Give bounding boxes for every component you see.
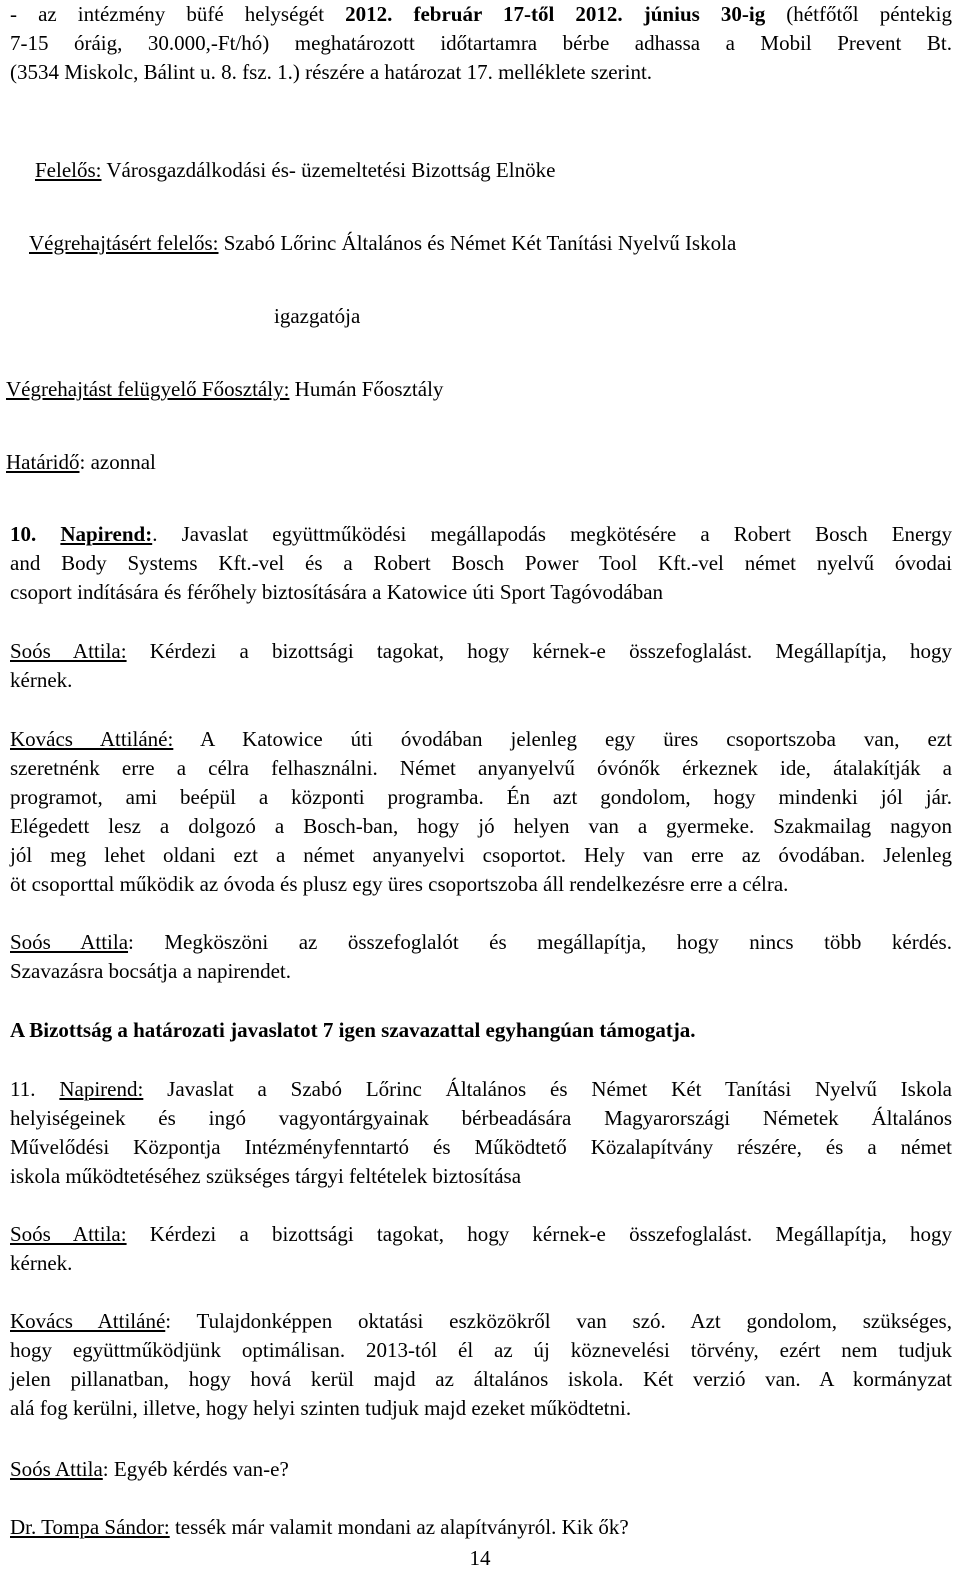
agenda-item-11-title: 11. Napirend: Javaslat a Szabó Lőrinc Általános és Német Két Tanítási Nyelvű Iskola helyiségeinek és ingó vagyontárgyainak bérbeadására Magyarországi Németek Általános Művelődési Központja Intézményfenntartó és Működtető Közalapítvány részére, és a német iskola működtetéséhez szükséges tárgyi feltételek biztosítása [10,1077,953,1188]
executor-line [29,229,736,258]
item10-speaker-soos-2: Soós Attila: Megköszöni az összefoglalót és megállapítja, hogy nincs több kérdés. Szavazásra bocsátja a napirendet. [10,930,952,983]
item11-speaker-kovacs: Kovács Attiláné: Tulajdonképpen oktatási eszközökről van szó. Azt gondolom, szükséges, hogy együttműködjünk optimálisan. 2013-tól él az új köznevelési törvény, ezért nem tudjuk jelen pillanatban, hogy hová kerül majd az általános iskola. Két verzió van. A kormányzat alá fog kerülni, illetve, hogy helyi szinten tudjuk majd ezeket működtetni. [10,1309,952,1420]
deadline-text: : azonnal [79,450,156,474]
committee-decision: A Bizottság a határozati javaslatot 7 igen szavazattal egyhangúan támogatja. [10,1018,696,1042]
resolution-line-1: - az intézmény büfé helységét 2012. február 17-től 2012. június 30-ig (hétfőtől péntekig [10,2,953,26]
deadline-label: Határidő [6,450,80,474]
item11-speaker-soos-1: Soós Attila: Kérdezi a bizottsági tagokat, hogy kérnek-e összefoglalást. Megállapítja, hogy kérnek. [10,1222,952,1275]
executor-label: Végrehajtásért felelős: [29,231,219,255]
resolution-continuation [10,0,952,87]
agenda-label-10: Napirend: [60,522,153,546]
speaker-name: Soós Attila: [10,1222,127,1246]
supervisor-text: Humán Főosztály [289,377,444,401]
speaker-name: Kovács Attiláné [10,1309,166,1333]
agenda-number-10: 10. [10,522,37,546]
responsible-text: Városgazdálkodási és- üzemeltetési Bizottság Elnöke [101,158,556,182]
item10-speaker-soos-1: Soós Attila: Kérdezi a bizottsági tagokat, hogy kérnek-e összefoglalást. Megállapítja, hogy kérnek. [10,639,952,692]
agenda-item-10-title: 10. Napirend:. Javaslat együttműködési megállapodás megkötésére a Robert Bosch Energy and Body Systems Kft.-vel és a Robert Bosch Power Tool Kft.-vel német nyelvű óvodai csoport indítására és férőhely biztosítására a Katowice úti Sport Tagóvodában [10,522,952,604]
supervisor-label: Végrehajtást felügyelő Főosztály: [6,377,290,401]
agenda-number-11: 11. [10,1077,36,1101]
resolution-line-2: 7-15 óráig, 30.000,-Ft/hó) meghatározott időtartamra bérbe adhassa a Mobil Prevent Bt. [10,31,952,55]
speaker-name: Dr. Tompa Sándor: [10,1515,170,1539]
supervisor-line [6,375,443,404]
item11-speaker-soos-2: Soós Attila: Egyéb kérdés van-e? [10,1457,289,1481]
item10-speaker-kovacs: Kovács Attiláné: A Katowice úti óvodában jelenleg egy üres csoportszoba van, ezt szeretnénk erre a célra felhasználni. Német anyanyelvű óvónők érkeznek ide, átalakítják a programot, ami beépül a központi programba. Én azt gondolom, hogy mindenki jól jár. Elégedett lesz a dolgozó a Bosch-ban, hogy jó helyen van a gyermeke. Szakmailag nagyon jól meg lehet oldani ezt a német anyanyelvi csoportot. Hely van erre az óvodában. Jelenleg öt csoporttal működik az óvoda és plusz egy üres csoportszoba áll rendelkezésre erre a célra. [10,727,952,896]
agenda-label-11: Napirend: [59,1077,144,1101]
item11-speaker-tompa: Dr. Tompa Sándor: tessék már valamit mondani az alapítványról. Kik ők? [10,1515,629,1539]
speaker-name: Soós Attila [10,930,129,954]
speaker-name: Kovács Attiláné: [10,727,174,751]
resolution-line-3: (3534 Miskolc, Bálint u. 8. fsz. 1.) részére a határozat 17. melléklete szerint. [10,60,653,84]
deadline-line [6,448,156,477]
rental-period: 2012. február 17-től 2012. június 30-ig [345,2,766,26]
speaker-name: Soós Attila: [10,639,127,663]
executor-continuation: igazgatója [274,304,361,328]
speaker-name: Soós Attila [10,1457,103,1481]
executor-text: Szabó Lőrinc Általános és Német Két Tanítási Nyelvű Iskola [218,231,737,255]
responsible-label: Felelős: [35,158,102,182]
responsible-line [35,156,555,185]
page-number: 14 [469,1546,491,1570]
